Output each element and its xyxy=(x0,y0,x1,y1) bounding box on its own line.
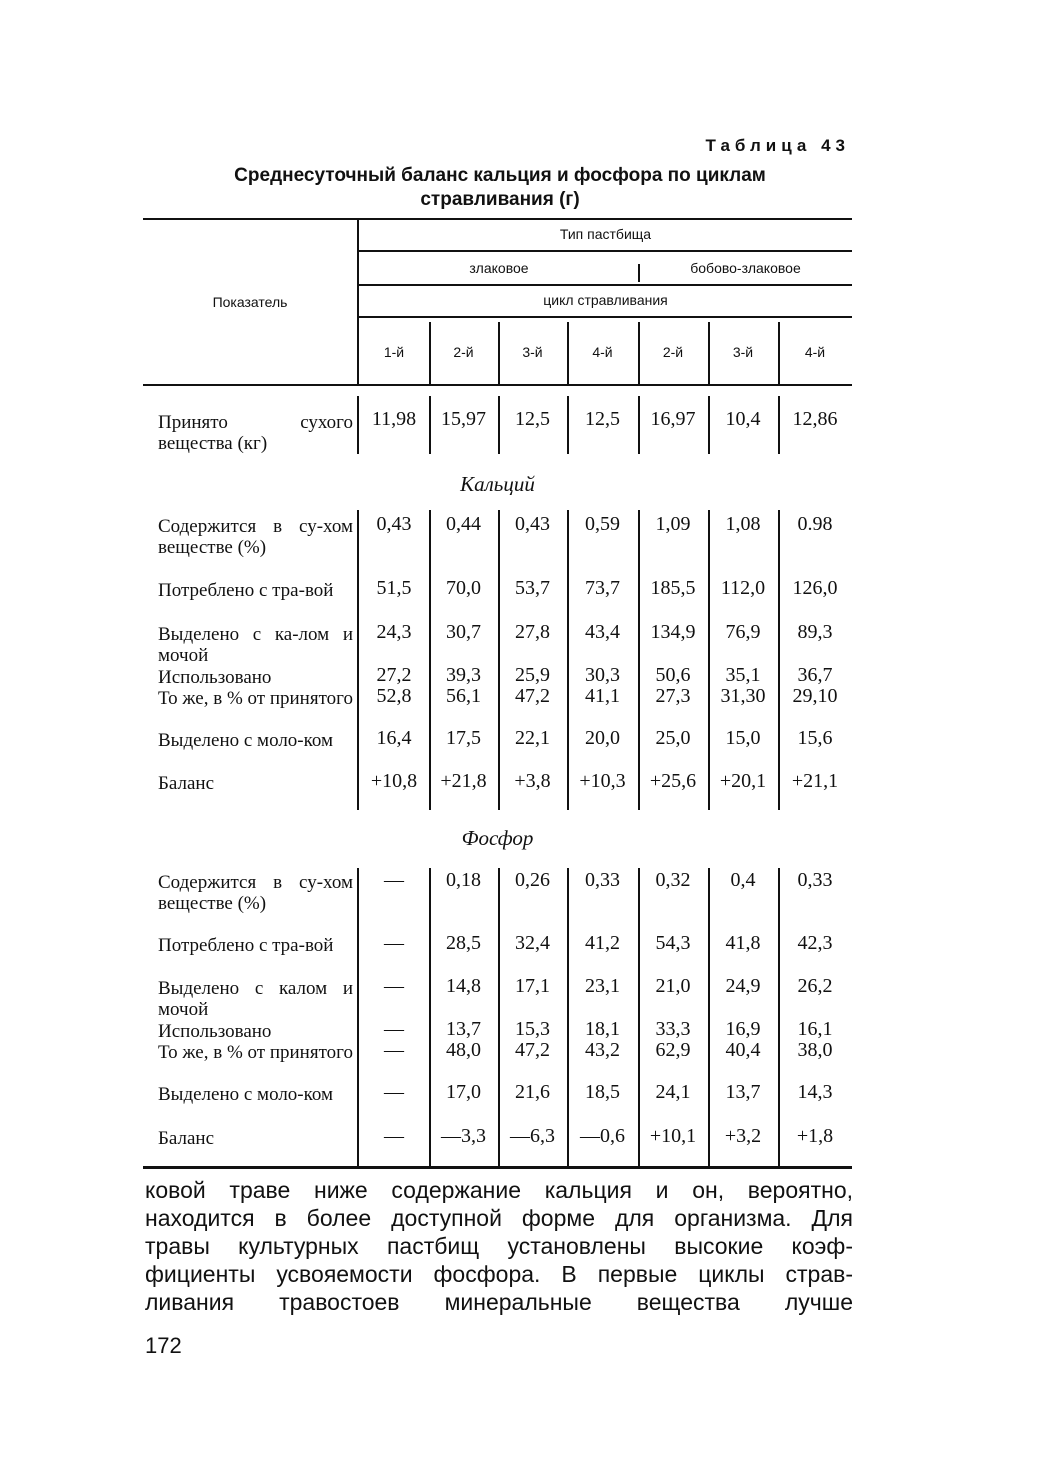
header-group-grass: злаковое xyxy=(469,260,529,276)
calcium-row-2-value: 70,0 xyxy=(446,577,481,599)
calcium-row-3-value: 43,4 xyxy=(585,621,620,643)
phosphorus-row-6-label: Выделено с моло-ком xyxy=(158,1084,334,1105)
section-title-phosphorus: Фосфор xyxy=(461,826,534,850)
phosphorus-row-7-value: —3,3 xyxy=(441,1125,486,1147)
dry-matter-value: 12,5 xyxy=(515,408,550,430)
calcium-row-5-value: 31,30 xyxy=(720,685,766,707)
calcium-row-7-value: +21,8 xyxy=(440,770,487,792)
phosphorus-row-1-value: 0,18 xyxy=(446,869,481,891)
phosphorus-row-7-value: +10,1 xyxy=(649,1125,697,1147)
body-line: ливания травостоев минеральные вещества лучше xyxy=(145,1289,853,1315)
phosphorus-row-2-value: 41,2 xyxy=(585,932,620,954)
header-rule xyxy=(359,250,852,252)
header-column-4: 4-й xyxy=(592,344,613,360)
phosphorus-row-2-value: 32,4 xyxy=(515,932,550,954)
calcium-row-5-value: 47,2 xyxy=(515,685,550,707)
calcium-row-2-value: 53,7 xyxy=(515,577,550,599)
calcium-row-1-value: 0,43 xyxy=(515,513,550,535)
header-rule xyxy=(359,316,852,318)
phosphorus-row-3-value: 14,8 xyxy=(446,975,481,997)
phosphorus-row-2-value: 42,3 xyxy=(797,932,833,954)
phosphorus-row-5-value: 40,4 xyxy=(725,1039,761,1061)
calcium-row-6-value: 20,0 xyxy=(585,727,620,749)
header-pasture-type: Тип пастбища xyxy=(559,226,652,242)
phosphorus-row-1-value: — xyxy=(384,869,404,891)
calcium-row-7-value: +10,3 xyxy=(579,770,626,792)
phosphorus-row-7-label: Баланс xyxy=(158,1128,215,1149)
calcium-row-3-value: 30,7 xyxy=(446,621,481,643)
column-rule xyxy=(429,868,431,1166)
phosphorus-row-5-label: То же, в % от принятого xyxy=(158,1042,353,1063)
header-column-5: 2-й xyxy=(662,344,684,360)
phosphorus-row-4-label: Использовано xyxy=(158,1021,272,1042)
body-text xyxy=(145,1176,853,1316)
phosphorus-row-5-value: 47,2 xyxy=(515,1039,550,1061)
phosphorus-row-4-value: 33,3 xyxy=(655,1018,691,1040)
calcium-row-6-value: 15,0 xyxy=(725,727,761,749)
phosphorus-row-2-value: 41,8 xyxy=(725,932,761,954)
phosphorus-row-7-value: +1,8 xyxy=(796,1125,834,1147)
phosphorus-row-6-value: — xyxy=(384,1081,404,1103)
dry-matter-value: 15,97 xyxy=(441,408,486,430)
calcium-row-4-value: 39,3 xyxy=(446,664,481,686)
phosphorus-row-1-value: 0,4 xyxy=(730,869,756,891)
calcium-row-7-value: +20,1 xyxy=(719,770,767,792)
calcium-row-1-value: 1,09 xyxy=(655,513,691,535)
calcium-row-1-value: 0,59 xyxy=(585,513,620,535)
phosphorus-row-6-value: 13,7 xyxy=(725,1081,761,1103)
calcium-row-4-value: 50,6 xyxy=(655,664,691,686)
calcium-row-6-value: 17,5 xyxy=(446,727,481,749)
dry-matter-value: 10,4 xyxy=(725,408,761,430)
header-rule xyxy=(143,384,852,386)
calcium-row-5-value: 29,10 xyxy=(792,685,838,707)
calcium-row-1-value: 1,08 xyxy=(725,513,761,535)
column-rule xyxy=(708,868,710,1166)
calcium-row-4-value: 30,3 xyxy=(585,664,620,686)
phosphorus-row-2-value: — xyxy=(384,932,404,954)
header-column-1: 1-й xyxy=(383,344,405,360)
body-line: фициенты усвояемости фосфора. В первые циклы страв- xyxy=(145,1261,853,1287)
table-title-line: стравливания (г) xyxy=(420,189,580,210)
calcium-row-7-value: +25,6 xyxy=(649,770,697,792)
phosphorus-row-4-value: 13,7 xyxy=(446,1018,481,1040)
table-number: Таблица 43 xyxy=(705,136,850,155)
phosphorus-row-3-value: 26,2 xyxy=(797,975,833,997)
phosphorus-row-7-value: —0,6 xyxy=(580,1125,625,1147)
column-rule xyxy=(498,868,500,1166)
phosphorus-row-4-value: — xyxy=(384,1018,404,1040)
phosphorus-row-4-value: 18,1 xyxy=(585,1018,620,1040)
row-label-dry-matter: Принято сухого вещества (кг) xyxy=(158,412,353,454)
body-line: ковой траве ниже содержание кальция и он, вероятно, xyxy=(145,1177,853,1203)
header-column-7: 4-й xyxy=(804,344,826,360)
phosphorus-row-4-value: 16,9 xyxy=(725,1018,761,1040)
column-rule xyxy=(638,510,640,810)
column-rule xyxy=(638,868,640,1166)
column-rule xyxy=(429,510,431,810)
column-rule xyxy=(357,396,359,454)
calcium-row-6-value: 25,0 xyxy=(655,727,691,749)
calcium-row-6-value: 15,6 xyxy=(797,727,833,749)
phosphorus-row-6-value: 21,6 xyxy=(515,1081,550,1103)
phosphorus-row-4-value: 15,3 xyxy=(515,1018,550,1040)
phosphorus-row-5-value: 38,0 xyxy=(797,1039,833,1061)
phosphorus-row-1-value: 0,26 xyxy=(515,869,550,891)
phosphorus-row-2-label: Потреблено с тра-вой xyxy=(158,935,334,956)
calcium-row-1-value: 0,43 xyxy=(376,513,412,535)
phosphorus-row-3-value: 21,0 xyxy=(655,975,691,997)
calcium-row-4-label: Использовано xyxy=(158,667,272,688)
calcium-row-5-value: 41,1 xyxy=(585,685,620,707)
calcium-row-4-value: 36,7 xyxy=(797,664,833,686)
dry-matter-value: 11,98 xyxy=(371,408,417,430)
phosphorus-row-3-value: 17,1 xyxy=(515,975,550,997)
calcium-row-2-value: 51,5 xyxy=(376,577,412,599)
calcium-row-5-value: 52,8 xyxy=(376,685,412,707)
calcium-row-7-value: +21,1 xyxy=(791,770,839,792)
column-rule xyxy=(567,510,569,810)
dry-matter-value: 12,86 xyxy=(792,408,838,430)
header-group-legume-grass: бобово-злаковое xyxy=(690,260,801,276)
phosphorus-row-5-value: 43,2 xyxy=(585,1039,620,1061)
dry-matter-value: 12,5 xyxy=(585,408,620,430)
column-rule xyxy=(778,868,780,1166)
calcium-row-3-value: 134,9 xyxy=(650,621,696,643)
calcium-row-3-value: 27,8 xyxy=(515,621,550,643)
column-rule xyxy=(357,510,359,810)
calcium-row-2-label: Потреблено с тра-вой xyxy=(158,580,334,601)
phosphorus-row-3-label: Выделено с калом и мочой xyxy=(158,978,353,1020)
column-rule xyxy=(357,868,359,1166)
calcium-row-3-value: 76,9 xyxy=(725,621,761,643)
phosphorus-row-6-value: 17,0 xyxy=(446,1081,481,1103)
phosphorus-row-3-value: 23,1 xyxy=(585,975,620,997)
calcium-row-1-label: Содержится в су-хом веществе (%) xyxy=(158,516,353,558)
header-column-6: 3-й xyxy=(732,344,754,360)
section-title-calcium: Кальций xyxy=(460,472,535,496)
calcium-row-1-value: 0.98 xyxy=(797,513,833,535)
calcium-row-7-label: Баланс xyxy=(158,773,215,794)
calcium-row-7-value: +3,8 xyxy=(514,770,551,792)
phosphorus-row-6-value: 24,1 xyxy=(655,1081,691,1103)
calcium-row-1-value: 0,44 xyxy=(446,513,481,535)
phosphorus-row-1-label: Содержится в су-хом веществе (%) xyxy=(158,872,353,914)
calcium-row-2-value: 73,7 xyxy=(585,577,620,599)
calcium-row-6-value: 22,1 xyxy=(515,727,550,749)
calcium-row-3-value: 89,3 xyxy=(797,621,833,643)
phosphorus-row-3-value: — xyxy=(384,975,404,997)
header-row-label: Показатель xyxy=(212,294,288,310)
phosphorus-row-5-value: — xyxy=(384,1039,404,1061)
phosphorus-row-1-value: 0,32 xyxy=(655,869,691,891)
calcium-row-2-value: 112,0 xyxy=(720,577,766,599)
phosphorus-row-4-value: 16,1 xyxy=(797,1018,833,1040)
column-rule xyxy=(778,510,780,810)
body-line: находится в более доступной форме для организма. Для xyxy=(145,1205,853,1231)
calcium-row-5-label: То же, в % от принятого xyxy=(158,688,353,709)
calcium-row-3-label: Выделено с ка-лом и мочой xyxy=(158,624,353,666)
data-table xyxy=(143,218,852,1169)
body-line: травы культурных пастбищ установлены высокие коэф- xyxy=(145,1233,853,1259)
header-rule xyxy=(359,284,852,286)
phosphorus-row-7-value: — xyxy=(384,1125,404,1147)
calcium-row-6-label: Выделено с моло-ком xyxy=(158,730,334,751)
phosphorus-row-7-value: —6,3 xyxy=(510,1125,555,1147)
page-number: 172 xyxy=(145,1333,182,1358)
phosphorus-row-6-value: 18,5 xyxy=(585,1081,620,1103)
calcium-row-3-value: 24,3 xyxy=(376,621,412,643)
phosphorus-row-1-value: 0,33 xyxy=(585,869,620,891)
phosphorus-row-3-value: 24,9 xyxy=(725,975,761,997)
header-cycle: цикл стравливания xyxy=(543,292,668,308)
calcium-row-4-value: 25,9 xyxy=(515,664,550,686)
header-column-2: 2-й xyxy=(453,344,474,360)
phosphorus-row-1-value: 0,33 xyxy=(797,869,833,891)
phosphorus-row-2-value: 54,3 xyxy=(655,932,691,954)
phosphorus-row-6-value: 14,3 xyxy=(797,1081,833,1103)
calcium-row-4-value: 27,2 xyxy=(376,664,412,686)
phosphorus-row-5-value: 62,9 xyxy=(655,1039,691,1061)
column-rule xyxy=(567,868,569,1166)
header-column-3: 3-й xyxy=(522,344,543,360)
column-rule xyxy=(708,510,710,810)
phosphorus-row-5-value: 48,0 xyxy=(446,1039,481,1061)
table-title xyxy=(150,164,850,212)
phosphorus-row-7-value: +3,2 xyxy=(724,1125,762,1147)
phosphorus-row-2-value: 28,5 xyxy=(446,932,481,954)
calcium-row-4-value: 35,1 xyxy=(725,664,761,686)
calcium-row-2-value: 185,5 xyxy=(650,577,696,599)
calcium-row-2-value: 126,0 xyxy=(792,577,838,599)
calcium-row-6-value: 16,4 xyxy=(376,727,412,749)
table-title-line: Среднесуточный баланс кальция и фосфора по циклам xyxy=(234,165,766,186)
calcium-row-5-value: 27,3 xyxy=(655,685,691,707)
calcium-row-7-value: +10,8 xyxy=(370,770,418,792)
calcium-row-5-value: 56,1 xyxy=(446,685,481,707)
column-rule xyxy=(498,510,500,810)
dry-matter-value: 16,97 xyxy=(650,408,696,430)
